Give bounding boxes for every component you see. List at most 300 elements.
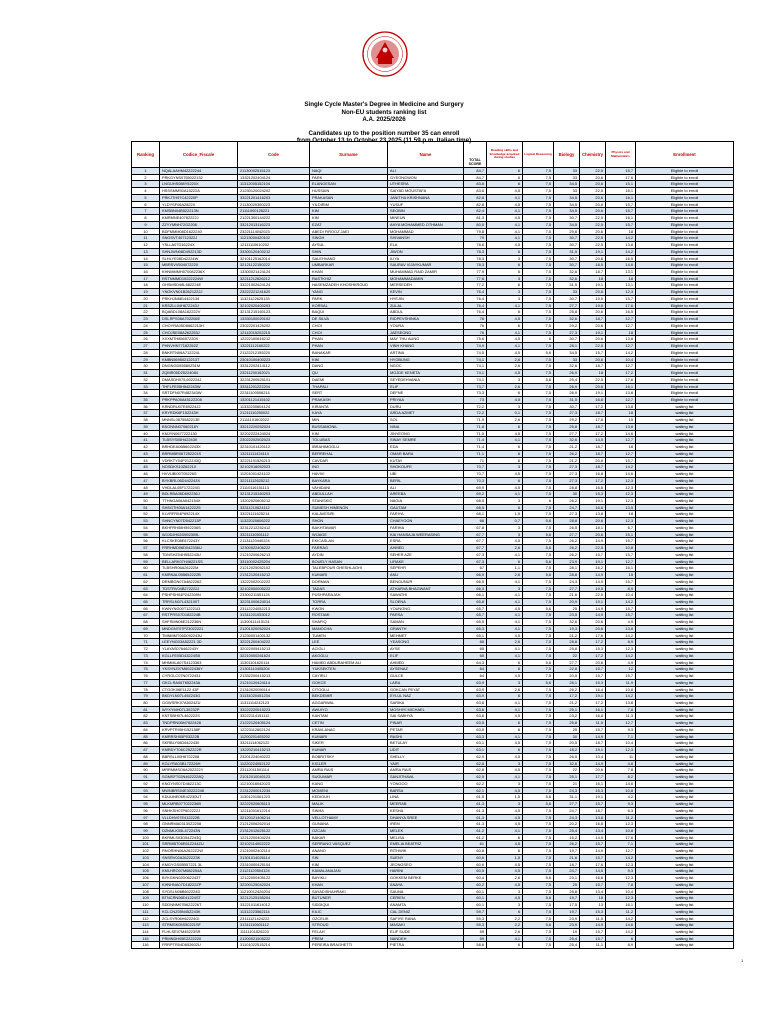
table-cell: waiting list [636, 484, 734, 491]
table-cell: 30,7 [554, 336, 580, 343]
table-cell: waiting list [636, 497, 734, 504]
table-cell: 3 [487, 289, 523, 296]
table-cell: Eligible to enroll [636, 242, 734, 249]
table-cell: waiting list [636, 720, 734, 727]
table-cell: 26,9 [554, 390, 580, 397]
table-cell: waiting list [636, 693, 734, 700]
table-cell: 14,2 [606, 248, 636, 255]
table-cell: 6 [523, 497, 554, 504]
table-cell: SEPEHR [388, 565, 464, 572]
table-cell: 7,5 [523, 329, 554, 336]
table-cell: 23022201425202 [238, 322, 310, 329]
table-cell: 7,5 [523, 726, 554, 733]
table-cell: 15,7 [606, 208, 636, 215]
table-cell: QU [310, 370, 388, 377]
table-cell: 16,1 [580, 706, 606, 713]
table-cell: KIM [310, 215, 388, 222]
table-cell: 7,8 [606, 706, 636, 713]
table-cell: 15,7 [580, 673, 606, 680]
table-cell: 30 [554, 491, 580, 498]
table-cell: 60,5 [464, 868, 487, 875]
table-cell: 71,4 [464, 444, 487, 451]
table-row [132, 760, 734, 767]
table-cell: 84,7 [464, 168, 487, 175]
table-cell: 3 [487, 780, 523, 787]
table-cell: 25,8 [554, 309, 580, 316]
table-cell: KHAN [310, 881, 388, 888]
table-cell: 4,5 [487, 753, 523, 760]
table-cell: 18 [606, 511, 636, 518]
table-cell: 6 [523, 336, 554, 343]
table-cell: 6 [487, 693, 523, 700]
table-cell: 3 [487, 524, 523, 531]
table-cell: 4,1 [487, 706, 523, 713]
table-cell: 7,5 [523, 578, 554, 585]
table-cell: CYRGLC07N0722431 [160, 673, 238, 680]
table-cell: 62,9 [464, 753, 487, 760]
table-cell: 7,5 [523, 753, 554, 760]
table-cell: SGMSFT02N4622228Q [160, 774, 238, 781]
table-cell: CHOJSE08A262253J [160, 329, 238, 336]
table-cell: 62,5 [464, 774, 487, 781]
table-row [132, 619, 734, 626]
table-cell: 23,5 [554, 612, 580, 619]
table-cell: 14,6 [606, 430, 636, 437]
table-cell: 25,4 [554, 376, 580, 383]
table-cell: SAMAN [388, 619, 464, 626]
table-cell: 28,1 [554, 679, 580, 686]
table-cell: STRMSK05S50221SF [160, 922, 238, 929]
table-cell: Eligible to enroll [636, 349, 734, 356]
table-cell: 7,5 [523, 848, 554, 855]
table-cell: 12212200404224 [238, 834, 310, 841]
table-cell: 7,5 [523, 262, 554, 269]
table-cell: 32221200404222 [238, 639, 310, 646]
table-cell: 78 [132, 686, 160, 693]
table-cell: 59,7 [464, 908, 487, 915]
table-cell: 9,3 [606, 801, 636, 808]
table-cell: ALI [388, 168, 464, 175]
table-cell: 5,6 [523, 794, 554, 801]
table-cell: 24,7 [554, 868, 580, 875]
table-cell: 14,9 [580, 922, 606, 929]
table-cell: 20,6 [580, 518, 606, 525]
table-cell: PRAKASH [310, 396, 388, 403]
table-cell: 9 [132, 221, 160, 228]
table-cell: 16,2 [580, 565, 606, 572]
table-cell: 24,7 [554, 807, 580, 814]
table-cell: 4,1 [487, 208, 523, 215]
table-cell: SEHER AZE [388, 551, 464, 558]
table-cell: 14,5 [580, 437, 606, 444]
table-cell: waiting list [636, 471, 734, 478]
table-cell: 74,5 [464, 349, 487, 356]
table-cell: GOKCAN PEYAT [388, 686, 464, 693]
table-cell: 7,5 [523, 423, 554, 430]
table-cell: 21212006262014 [238, 821, 310, 828]
table-cell: 7,5 [523, 841, 554, 848]
table-cell: 7,5 [523, 464, 554, 471]
table-cell: YOURA [388, 322, 464, 329]
table-cell: MOHAMMAD [388, 228, 464, 235]
table-cell: 24 [132, 322, 160, 329]
table-cell: 32,6 [554, 275, 580, 282]
table-row [132, 201, 734, 208]
table-cell: 26,5 [554, 753, 580, 760]
table-cell: DORMAN [310, 578, 388, 585]
table-row [132, 639, 734, 646]
table-cell: MINEUN [388, 215, 464, 222]
header-subtitle: Non-EU students ranking list [341, 108, 427, 116]
table-cell: 67,7 [464, 538, 487, 545]
table-cell: 22,5 [580, 168, 606, 175]
table-cell: DANG [310, 363, 388, 370]
table-cell: 19,1 [580, 282, 606, 289]
table-cell: KIGLER [310, 760, 388, 767]
table-cell: 18 [580, 275, 606, 282]
table-cell: 12,3 [606, 895, 636, 902]
table-cell: Eligible to enroll [636, 336, 734, 343]
table-cell: 7,5 [523, 430, 554, 437]
table-cell: SARIKA [388, 700, 464, 707]
table-cell: 20,6 [580, 457, 606, 464]
table-cell: 77,9 [464, 269, 487, 276]
table-cell: AHYA MOHAMMED OTHMAN [388, 221, 464, 228]
table-cell: MOHAMMADAMIN [388, 275, 464, 282]
table-cell: 18,7 [580, 807, 606, 814]
table-cell: Eligible to enroll [636, 289, 734, 296]
table-cell: TORRA [310, 599, 388, 606]
table-cell: 20,6 [580, 356, 606, 363]
table-cell: 74,1 [464, 363, 487, 370]
table-cell: MANOCHA [310, 625, 388, 632]
table-cell: 8,9 [606, 639, 636, 646]
table-cell: WIJAGE [310, 531, 388, 538]
table-cell: 62,8 [464, 760, 487, 767]
table-cell: 50 [132, 497, 160, 504]
table-cell: 103 [132, 854, 160, 861]
table-cell: 21230120024202 [238, 188, 310, 195]
table-cell: 19,5 [580, 585, 606, 592]
table-cell: 12112015202215 [238, 329, 310, 336]
table-cell: 11210012426204 [238, 888, 310, 895]
table-cell: HSSSMMS0A15222A [160, 188, 238, 195]
table-cell: 32,6 [554, 363, 580, 370]
table-cell: 4,1 [487, 329, 523, 336]
table-cell: 63,6 [464, 713, 487, 720]
table-cell: 18 [606, 410, 636, 417]
table-cell: GUNANA [310, 821, 388, 828]
table-cell: 13 [580, 902, 606, 909]
table-cell: 32101125162014 [238, 255, 310, 262]
table-cell: 30 [132, 363, 160, 370]
table-cell: waiting list [636, 753, 734, 760]
table-cell: 12,7 [606, 343, 636, 350]
table-cell: 5,6 [523, 605, 554, 612]
table-cell: 22,5 [580, 545, 606, 552]
table-cell: 20,6 [580, 289, 606, 296]
table-cell: Eligible to enroll [636, 396, 734, 403]
table-cell: NANDEH [388, 935, 464, 942]
table-cell: 12,3 [606, 747, 636, 754]
table-cell: BAQUI [310, 309, 388, 316]
table-cell: 7,5 [523, 450, 554, 457]
table-cell: KIM [310, 430, 388, 437]
table-cell: Eligible to enroll [636, 269, 734, 276]
table-cell: 81,3 [464, 215, 487, 222]
table-cell: waiting list [636, 619, 734, 626]
table-cell: 12,3 [606, 875, 636, 882]
table-cell: 32202222424024 [238, 430, 310, 437]
table-cell: 105 [132, 868, 160, 875]
table-cell: KMRNAL05B652222B [160, 572, 238, 579]
table-cell: 69 [132, 625, 160, 632]
table-cell: 19,7 [554, 848, 580, 855]
table-cell: 91 [132, 774, 160, 781]
table-cell: 23300211551124 [238, 592, 310, 599]
table-cell: 14,2 [606, 928, 636, 935]
table-cell: 14,9 [580, 848, 606, 855]
table-cell: 34,5 [554, 201, 580, 208]
document-header [0, 101, 768, 145]
table-cell: 13330100020102 [238, 316, 310, 323]
table-cell: 61,2 [464, 827, 487, 834]
table-cell: 3 [487, 760, 523, 767]
table-cell: 8,2 [606, 774, 636, 781]
table-cell: 18,7 [580, 740, 606, 747]
table-cell: 79 [464, 235, 487, 242]
table-cell: 6 [487, 908, 523, 915]
table-cell: 102 [132, 848, 160, 855]
table-cell: 73 [132, 652, 160, 659]
table-row [132, 666, 734, 673]
table-cell: 16,1 [606, 902, 636, 909]
table-cell: 13,4 [580, 888, 606, 895]
table-cell: Eligible to enroll [636, 282, 734, 289]
table-cell: 8,9 [606, 942, 636, 949]
table-cell: MLKMRB07T022236B [160, 801, 238, 808]
table-cell: 66 [132, 605, 160, 612]
table-cell: SNHKSH07P602222J [160, 807, 238, 814]
table-cell: 46 [132, 471, 160, 478]
table-cell: 22,5 [580, 221, 606, 228]
table-cell: YSLLA07D16224X [160, 242, 238, 249]
table-cell: 82,4 [464, 208, 487, 215]
table-cell: waiting list [636, 417, 734, 424]
table-cell: 54 [132, 524, 160, 531]
table-cell: 34,5 [554, 221, 580, 228]
table-row [132, 551, 734, 558]
table-cell: 76,4 [464, 309, 487, 316]
table-cell: 73 [464, 396, 487, 403]
table-cell: UBI [388, 471, 464, 478]
table-cell: 31 [132, 370, 160, 377]
table-cell: waiting list [636, 491, 734, 498]
table-row [132, 545, 734, 552]
table-cell: 20,6 [580, 383, 606, 390]
table-row [132, 774, 734, 781]
table-cell: Eligible to enroll [636, 275, 734, 282]
table-cell: 27,3 [554, 471, 580, 478]
table-cell: 7,5 [523, 646, 554, 653]
table-body [132, 168, 734, 949]
table-cell: 4,1 [487, 774, 523, 781]
table-cell: 14,5 [580, 868, 606, 875]
table-cell: INO [310, 464, 388, 471]
table-cell: 14,9 [580, 538, 606, 545]
table-cell: 13,8 [606, 700, 636, 707]
table-cell: 5,6 [523, 679, 554, 686]
table-cell: VDRKTY04P212Z43Q [160, 457, 238, 464]
table-cell: 63,8 [464, 700, 487, 707]
table-cell: 7,5 [523, 383, 554, 390]
table-cell: 12122000405122 [238, 875, 310, 882]
table-cell: SHOKOUFE [388, 464, 464, 471]
table-cell: 15,3 [580, 646, 606, 653]
table-cell: 7,5 [523, 471, 554, 478]
table-cell: KMRMNE40782222J [160, 215, 238, 222]
table-cell: PARK [310, 295, 388, 302]
table-cell: 31311201053012 [238, 612, 310, 619]
table-row [132, 477, 734, 484]
table-cell: 7,5 [523, 235, 554, 242]
table-cell: 58 [132, 551, 160, 558]
table-cell: KHAN [310, 269, 388, 276]
table-cell: 23,9 [554, 558, 580, 565]
table-cell: 64 [464, 666, 487, 673]
table-cell: TALEBPOUR GHESHLAGHI [310, 565, 388, 572]
table-cell: 30,7 [554, 262, 580, 269]
table-cell: SOL [388, 417, 464, 424]
table-cell: 68 [464, 518, 487, 525]
table-cell: 23222221241620 [238, 289, 310, 296]
table-cell: 7,5 [523, 194, 554, 201]
table-row [132, 181, 734, 188]
table-cell: CHOYRA05D8662213H [160, 322, 238, 329]
table-cell: 17,2 [606, 370, 636, 377]
table-cell: 9,3 [606, 726, 636, 733]
table-row [132, 437, 734, 444]
table-cell: 27,7 [554, 430, 580, 437]
table-cell: 7,5 [523, 370, 554, 377]
table-cell: 27,7 [554, 531, 580, 538]
table-row [132, 396, 734, 403]
table-cell: 7,5 [523, 747, 554, 754]
table-cell: 33 [554, 168, 580, 175]
table-cell: ELA [388, 242, 464, 249]
table-cell: 32102000005222 [238, 585, 310, 592]
table-row [132, 693, 734, 700]
table-cell: RNORHN06A2622Z2W [160, 848, 238, 855]
table-cell: waiting list [636, 706, 734, 713]
table-cell: SANJITHAVA [388, 774, 464, 781]
table-cell: 35 [132, 396, 160, 403]
table-cell: 65,7 [464, 612, 487, 619]
table-cell: 2,6 [487, 686, 523, 693]
table-cell: AMRA RAIS [310, 767, 388, 774]
table-row [132, 417, 734, 424]
table-cell: 63,1 [464, 740, 487, 747]
table-cell: KMLHRO07M682254A [160, 868, 238, 875]
table-cell: UMBARKAR [310, 262, 388, 269]
table-cell: 3 [487, 801, 523, 808]
table-cell: ESRA [388, 538, 464, 545]
table-row [132, 410, 734, 417]
table-cell: GGWSRK07A5024ZU [160, 700, 238, 707]
table-row [132, 861, 734, 868]
table-cell: 20,6 [580, 767, 606, 774]
table-cell: LINA [388, 794, 464, 801]
table-cell: 12,7 [606, 720, 636, 727]
table-cell: 15,7 [580, 881, 606, 888]
table-row [132, 208, 734, 215]
table-cell: 25,8 [554, 646, 580, 653]
table-cell: MEHMET [388, 632, 464, 639]
table-cell: PINAR [388, 720, 464, 727]
table-cell: 7,5 [523, 693, 554, 700]
table-cell: 61,3 [464, 807, 487, 814]
table-cell: Eligible to enroll [636, 248, 734, 255]
table-cell: KUTAY [388, 457, 464, 464]
table-cell: 26 [132, 336, 160, 343]
table-row [132, 801, 734, 808]
table-cell: ABEDI FIROOZ JAEI [310, 228, 388, 235]
table-cell: waiting list [636, 518, 734, 525]
table-cell: 21332200415213 [238, 673, 310, 680]
table-cell: 7,5 [523, 760, 554, 767]
table-cell: 82,8 [464, 201, 487, 208]
table-cell: waiting list [636, 504, 734, 511]
table-cell: 17,6 [580, 861, 606, 868]
table-cell: 20,6 [580, 659, 606, 666]
table-cell: KNGYNS07D462213C [160, 780, 238, 787]
table-cell: 76 [132, 673, 160, 680]
table-cell: waiting list [636, 524, 734, 531]
table-cell: 32,6 [554, 269, 580, 276]
table-cell: 21111101602022 [238, 417, 310, 424]
table-cell: waiting list [636, 410, 734, 417]
table-cell: 26,9 [554, 383, 580, 390]
table-cell: SRRMBT06E61Z244ZU [160, 841, 238, 848]
table-cell: FRRPTR04D652602U [160, 942, 238, 949]
table-row [132, 706, 734, 713]
table-cell: 75 [132, 666, 160, 673]
table-cell: 10,8 [606, 686, 636, 693]
table-cell: 2,6 [487, 356, 523, 363]
table-cell: YLAYAS076462243Y [160, 646, 238, 653]
table-cell: KWNYNG00T12221I3 [160, 605, 238, 612]
table-cell: 78,3 [464, 255, 487, 262]
table-cell: 2,6 [487, 363, 523, 370]
table-cell: 33222220515223 [238, 706, 310, 713]
table-cell: 74,9 [464, 343, 487, 350]
table-cell: SHFSMN06E212236N [160, 619, 238, 626]
table-cell: 32210000261624 [238, 652, 310, 659]
table-cell: 60,1 [464, 888, 487, 895]
table-cell: 60 [132, 565, 160, 572]
table-cell: GKCLRA06T652243A [160, 679, 238, 686]
table-cell: AYDIN [310, 551, 388, 558]
table-row [132, 282, 734, 289]
table-cell: 12111110610202 [238, 242, 310, 249]
table-cell: 31101022515214 [238, 942, 310, 949]
table-cell: 14,9 [580, 578, 606, 585]
table-cell: 15,7 [606, 201, 636, 208]
table-header-row [132, 142, 734, 168]
table-row [132, 659, 734, 666]
table-cell: 32231200525101 [238, 376, 310, 383]
table-cell: 13 [132, 248, 160, 255]
